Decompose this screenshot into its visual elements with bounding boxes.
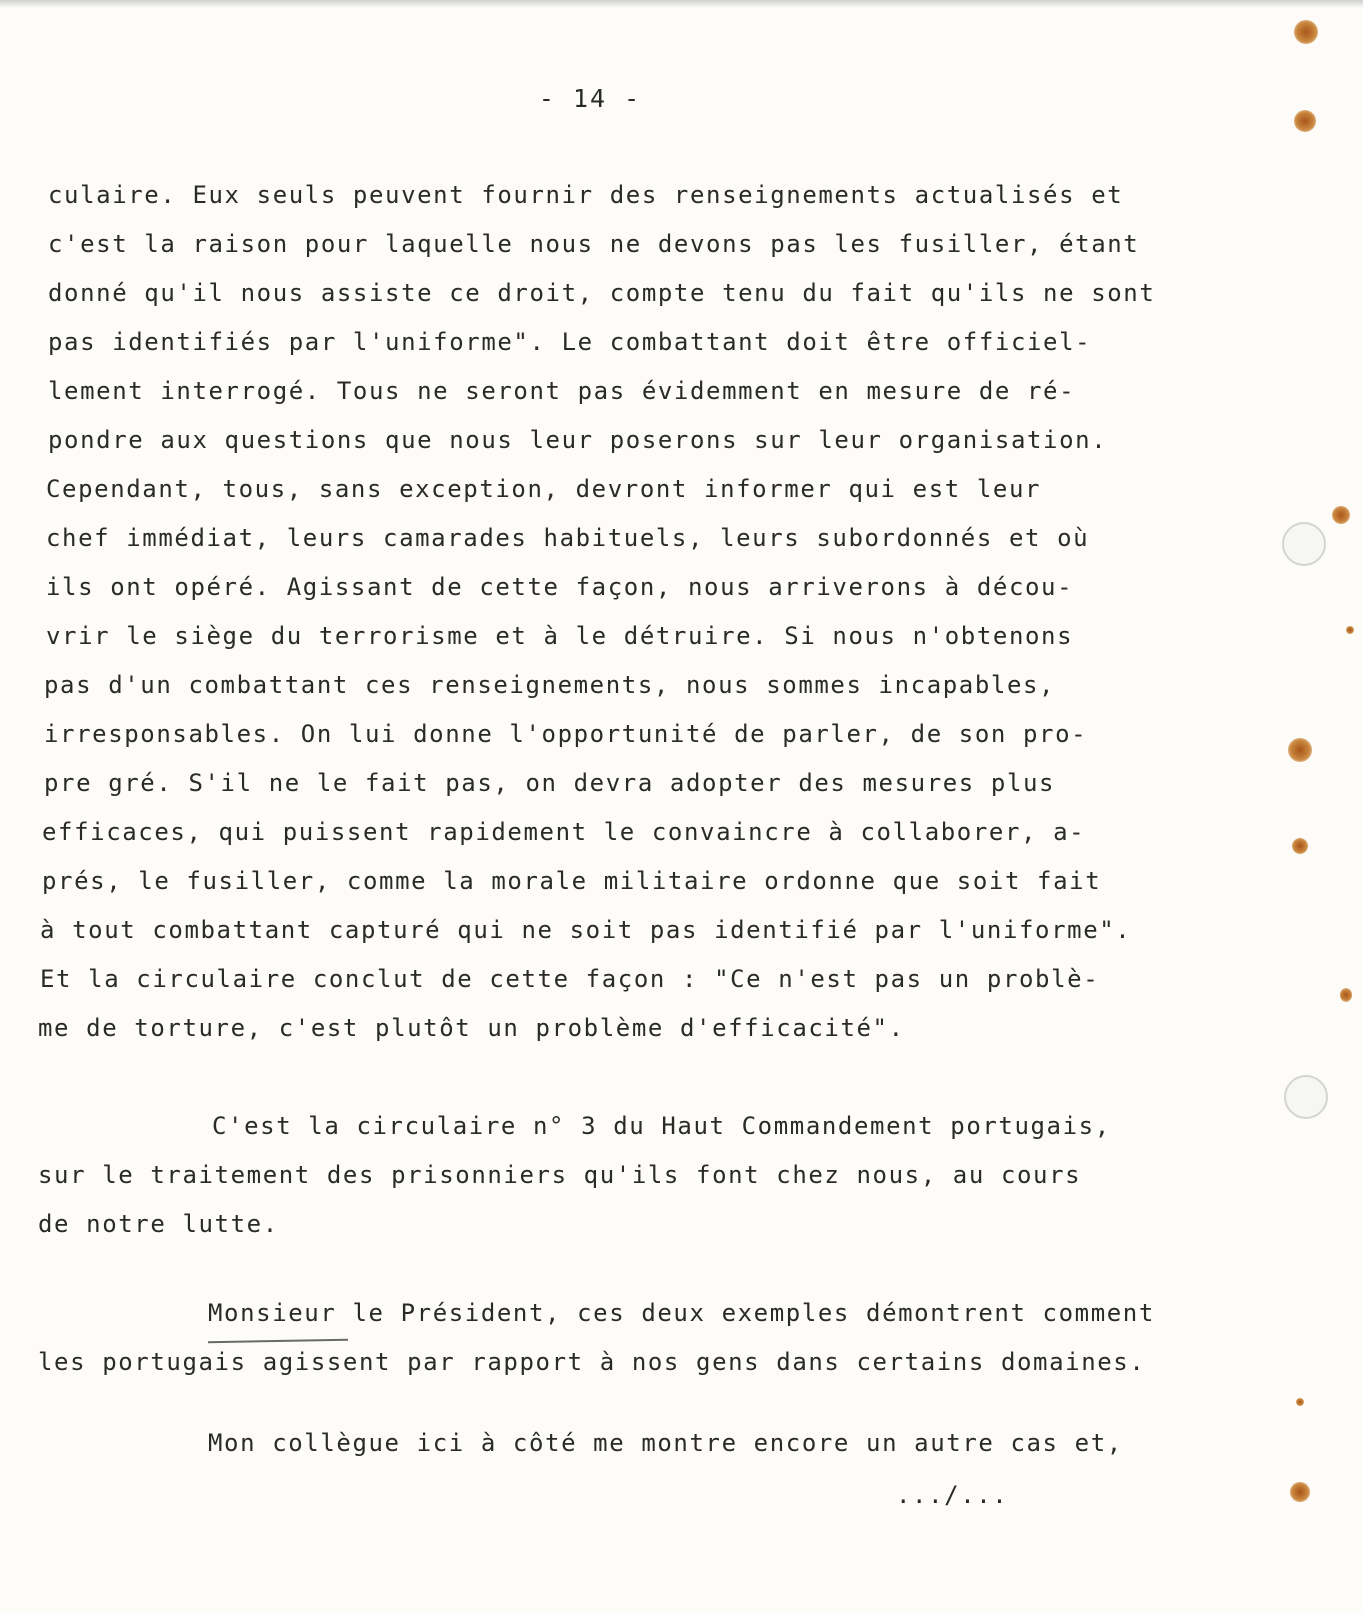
- rust-stain: [1340, 988, 1352, 1002]
- text-line: Mon collègue ici à côté me montre encore un autre cas et,: [208, 1429, 1123, 1457]
- text-line: pondre aux questions que nous leur poserons sur leur organisation.: [48, 426, 1108, 454]
- text-line: culaire. Eux seuls peuvent fournir des renseignements actualisés et: [48, 181, 1124, 209]
- rust-stain: [1294, 20, 1318, 44]
- rust-stain: [1296, 1398, 1304, 1406]
- text-line: pre gré. S'il ne le fait pas, on devra adopter des mesures plus: [44, 769, 1056, 797]
- text-line: me de torture, c'est plutôt un problème d'efficacité".: [38, 1014, 905, 1042]
- page-top-edge: [0, 0, 1363, 8]
- text-line: c'est la raison pour laquelle nous ne devons pas les fusiller, étant: [48, 230, 1140, 258]
- rust-stain: [1294, 110, 1316, 132]
- text-line: Et la circulaire conclut de cette façon : "Ce n'est pas un problè-: [40, 965, 1100, 993]
- text-line: C'est la circulaire n° 3 du Haut Commandement portugais,: [212, 1112, 1111, 1140]
- text-line: prés, le fusiller, comme la morale militaire ordonne que soit fait: [42, 867, 1102, 895]
- rust-stain: [1290, 1482, 1310, 1502]
- text-line: efficaces, qui puissent rapidement le convaincre à collaborer, a-: [42, 818, 1086, 846]
- rust-stain: [1332, 506, 1350, 524]
- page-number: - 14 -: [538, 84, 642, 113]
- rust-stain: [1346, 626, 1354, 634]
- text-line: sur le traitement des prisonniers qu'ils font chez nous, au cours: [38, 1161, 1082, 1189]
- text-line: Cependant, tous, sans exception, devront informer qui est leur: [46, 475, 1042, 503]
- text-line: ils ont opéré. Agissant de cette façon, nous arriverons à décou-: [46, 573, 1074, 601]
- text-line: pas identifiés par l'uniforme". Le combattant doit être officiel-: [48, 328, 1092, 356]
- text-line: vrir le siège du terrorisme et à le détruire. Si nous n'obtenons: [46, 622, 1074, 650]
- text-line: à tout combattant capturé qui ne soit pas identifié par l'uniforme".: [40, 916, 1132, 944]
- text-line: pas d'un combattant ces renseignements, nous sommes incapables,: [44, 671, 1056, 699]
- text-line: Monsieur le Président, ces deux exemples démontrent comment: [208, 1299, 1155, 1327]
- rust-stain: [1288, 738, 1312, 762]
- text-line: irresponsables. On lui donne l'opportunité de parler, de son pro-: [44, 720, 1088, 748]
- continuation-mark: .../...: [896, 1481, 1009, 1509]
- strike-through-mark: [208, 1339, 348, 1343]
- text-line: donné qu'il nous assiste ce droit, compte tenu du fait qu'ils ne sont: [48, 279, 1156, 307]
- text-line: chef immédiat, leurs camarades habituels, leurs subordonnés et où: [46, 524, 1090, 552]
- text-line: les portugais agissent par rapport à nos gens dans certains domaines.: [38, 1348, 1146, 1376]
- punch-hole: [1282, 522, 1326, 566]
- punch-hole: [1284, 1075, 1328, 1119]
- text-line: de notre lutte.: [38, 1210, 279, 1238]
- rust-stain: [1292, 838, 1308, 854]
- text-line: lement interrogé. Tous ne seront pas évidemment en mesure de ré-: [48, 377, 1076, 405]
